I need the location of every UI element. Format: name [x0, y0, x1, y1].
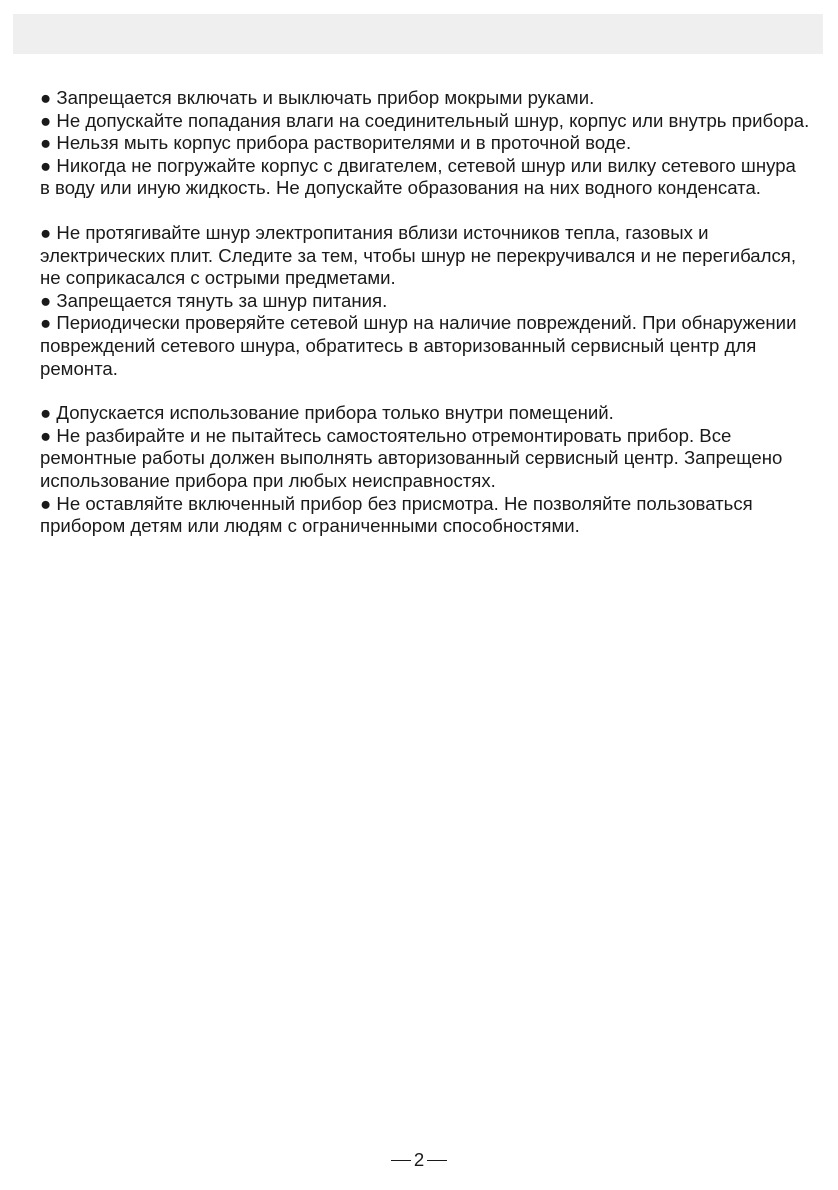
paragraph: ● Никогда не погружайте корпус с двигателем, сетевой шнур или вилку сетевого шнура в воду или иную жидкость. Не допускайте образования на них водного конденсата.: [40, 154, 796, 199]
section-2: [40, 222, 810, 380]
paragraph: ● Нельзя мыть корпус прибора растворителями и в проточной воде.: [40, 132, 632, 154]
page-footer: [0, 1149, 838, 1171]
paragraph: ● Не оставляйте включенный прибор без присмотра. Не позволяйте пользоваться прибором детям или людям с ограниченными способностями.: [40, 492, 753, 537]
section-1: [40, 87, 810, 200]
paragraph: ● Не допускайте попадания влаги на соединительный шнур, корпус или внутрь прибора.: [40, 109, 810, 131]
paragraph: ● Не протягивайте шнур электропитания вблизи источников тепла, газовых и электрических плит. Следите за тем, чтобы шнур не перекручивался и не перегибался, не соприкасался с острыми предметами.: [40, 221, 797, 289]
paragraph: ● Допускается использование прибора только внутри помещений.: [40, 402, 614, 424]
paragraph: ● Запрещается включать и выключать прибор мокрыми руками.: [40, 87, 595, 108]
page-number: 2: [413, 1149, 425, 1170]
footer-dash-left: [391, 1160, 411, 1161]
paragraph: ● Запрещается тянуть за шнур питания.: [40, 289, 388, 311]
footer-dash-right: [427, 1160, 447, 1161]
section-3: [40, 402, 810, 538]
page-content: [40, 87, 810, 538]
section-spacer: [40, 200, 810, 222]
paragraph: ● Не разбирайте и не пытайтесь самостоятельно отремонтировать прибор. Все ремонтные работы должен выполнять авторизованный сервисный центр. Запрещено использование прибора при любых неисправностях.: [40, 424, 783, 491]
section-spacer: [40, 380, 810, 402]
paragraph: ● Периодически проверяйте сетевой шнур на наличие повреждений. При обнаружении повреждений сетевого шнура, обратитесь в авторизованный сервисный центр для ремонта.: [40, 312, 797, 379]
header-band: [13, 14, 823, 54]
